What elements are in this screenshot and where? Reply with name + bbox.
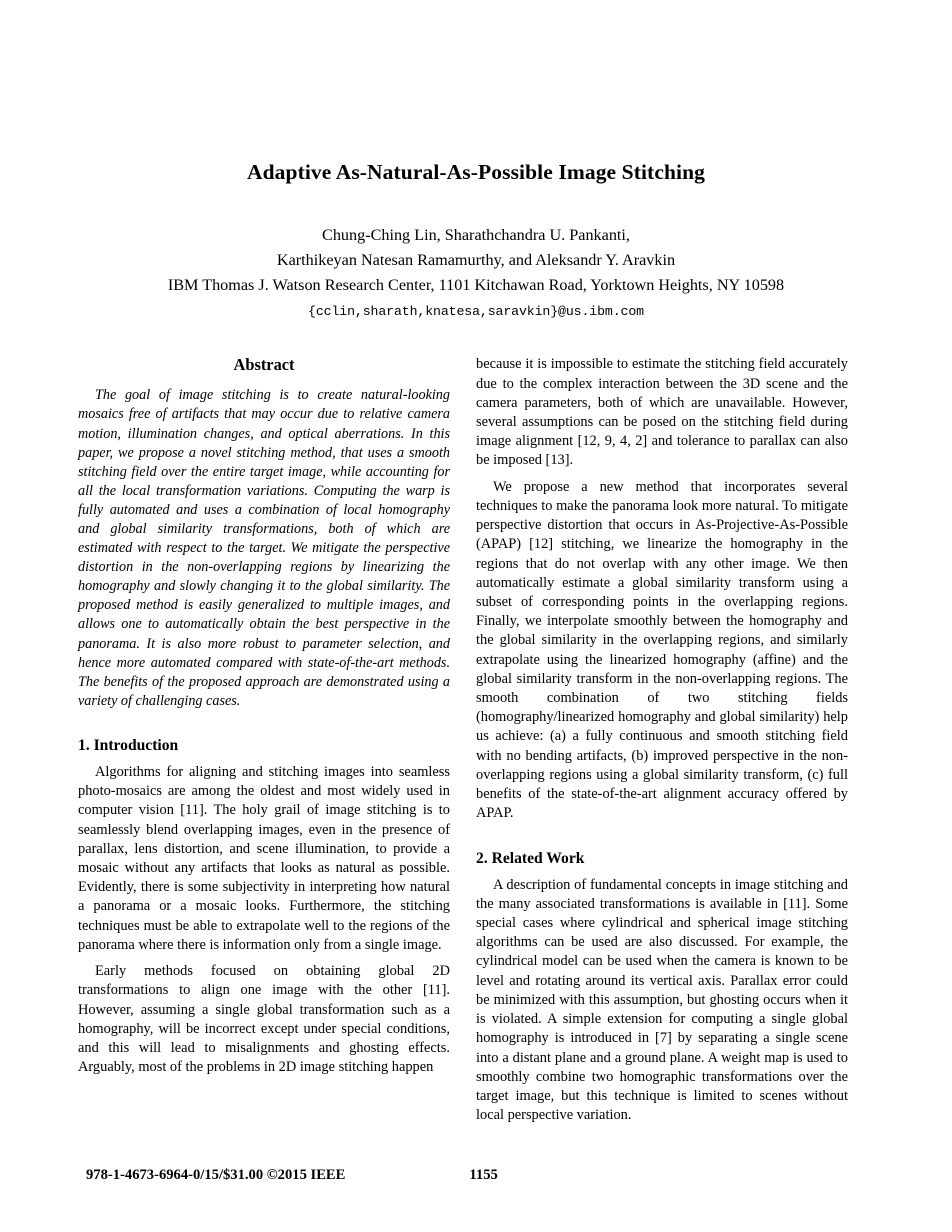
footer-page-number: 1155 [469,1167,498,1183]
author-list [78,223,874,273]
paragraph-spacer [476,471,848,478]
section-heading-related-work: 2. Related Work [476,849,585,867]
page-footer [78,1167,874,1184]
paragraph: A description of fundamental concepts in image stitching and the many associated transformations is available in [11]. Some special cases where cylindrical and spherical image stitching algorithms can be used are also discussed. For example, the cylindrical model can be used when the camera is known to be level and rotating around its vertical axis. Parallax error could be minimized with this assumption, but ghosting occurs when it is violated. A simple extension for computing a single global homography is introduced in [7] by separating a single scene into a distant plane and a ground plane. A weight map is used to smoothly combine two homographic transformations over the target image, but this technique is limited to scenes without local perspective variation. [476,876,848,1124]
body-columns [78,355,874,1125]
author-line-1: Chung-Ching Lin, Sharathchandra U. Pankanti, [322,226,630,244]
paragraph-spacer [78,955,450,962]
contact-email: {cclin,sharath,knatesa,saravkin}@us.ibm.com [308,304,644,320]
affiliation: IBM Thomas J. Watson Research Center, 1101 Kitchawan Road, Yorktown Heights, NY 10598 [167,276,785,295]
section-heading-introduction: 1. Introduction [78,736,179,754]
left-column [78,355,450,1125]
author-line-2: Karthikeyan Natesan Ramamurthy, and Aleksandr Y. Aravkin [276,251,676,270]
abstract-heading: Abstract [233,355,295,375]
footer-isbn: 978-1-4673-6964-0/15/$31.00 ©2015 IEEE [86,1167,346,1183]
right-column [476,355,848,1125]
paragraph: We propose a new method that incorporates several techniques to make the panorama look more natural. To mitigate perspective distortion that occurs in As-Projective-As-Possible (APAP) [12] stitching, we linearize the homography in the regions that do not overlap with any other image. We then automatically estimate a global similarity transform using a subset of corresponding points in the overlapping regions. Finally, we interpolate smoothly between the homography and the global similarity in the overlapping regions, and similarly extrapolate using the linearized homography (affine) and the global similarity transform in the non-overlapping regions. The smooth combination of two stitching fields (homography/linearized homography and global similarity) help us achieve: (a) a fully continuous and smooth stitching field with no bending artifacts, (b) improved perspective in the non-overlapping regions using a global similarity transform, (c) full benefits of the state-of-the-art alignment accuracy offered by APAP. [476,478,848,822]
paragraph: Algorithms for aligning and stitching images into seamless photo-mosaics are among the oldest and most widely used in computer vision [11]. The holy grail of image stitching is to seamlessly blend overlapping images, even in the presence of parallax, lens distortion, and scene illumination, to provide a mosaic without any artifacts that looks as natural as possible. Evidently, there is some subjectivity in interpreting how natural a panorama or a mosaic looks. Furthermore, the stitching techniques must be able to extrapolate well to the regions of the panorama where there is information only from a single image. [78,763,450,953]
abstract-text: The goal of image stitching is to create natural-looking mosaics free of artifacts that may occur due to relative camera motion, illumination changes, and optical aberrations. In this paper, we propose a novel stitching method, that uses a smooth stitching field over the entire target image, while accounting for all the local transformation variations. Computing the warp is fully automated and uses a combination of local homography and global similarity transformations, both of which are estimated with respect to the target. We mitigate the perspective distortion in the non-overlapping regions by linearizing the homography and slowly changing it to the global similarity. The proposed method is easily generalized to multiple images, and allows one to automatically obtain the best perspective in the panorama. It is also more robust to parameter selection, and hence more automated compared with state-of-the-art methods. The benefits of the proposed approach are demonstrated using a variety of challenging cases. [78,387,450,709]
page-title: Adaptive As-Natural-As-Possible Image Stitching [247,160,705,184]
paragraph: Early methods focused on obtaining global 2D transformations to align one image with the other [11]. However, assuming a single global transformation such as a homography, will be incorrect except under special conditions, and this will lead to misalignments and ghosting effects. Arguably, most of the problems in 2D image stitching happen [78,963,450,1076]
paragraph: because it is impossible to estimate the stitching field accurately due to the complex interaction between the 3D scene and the camera parameters, both of which are unavailable. However, several assumptions can be posed on the stitching field during image alignment [12, 9, 4, 2] and tolerance to parallax can also be imposed [13]. [476,356,848,469]
